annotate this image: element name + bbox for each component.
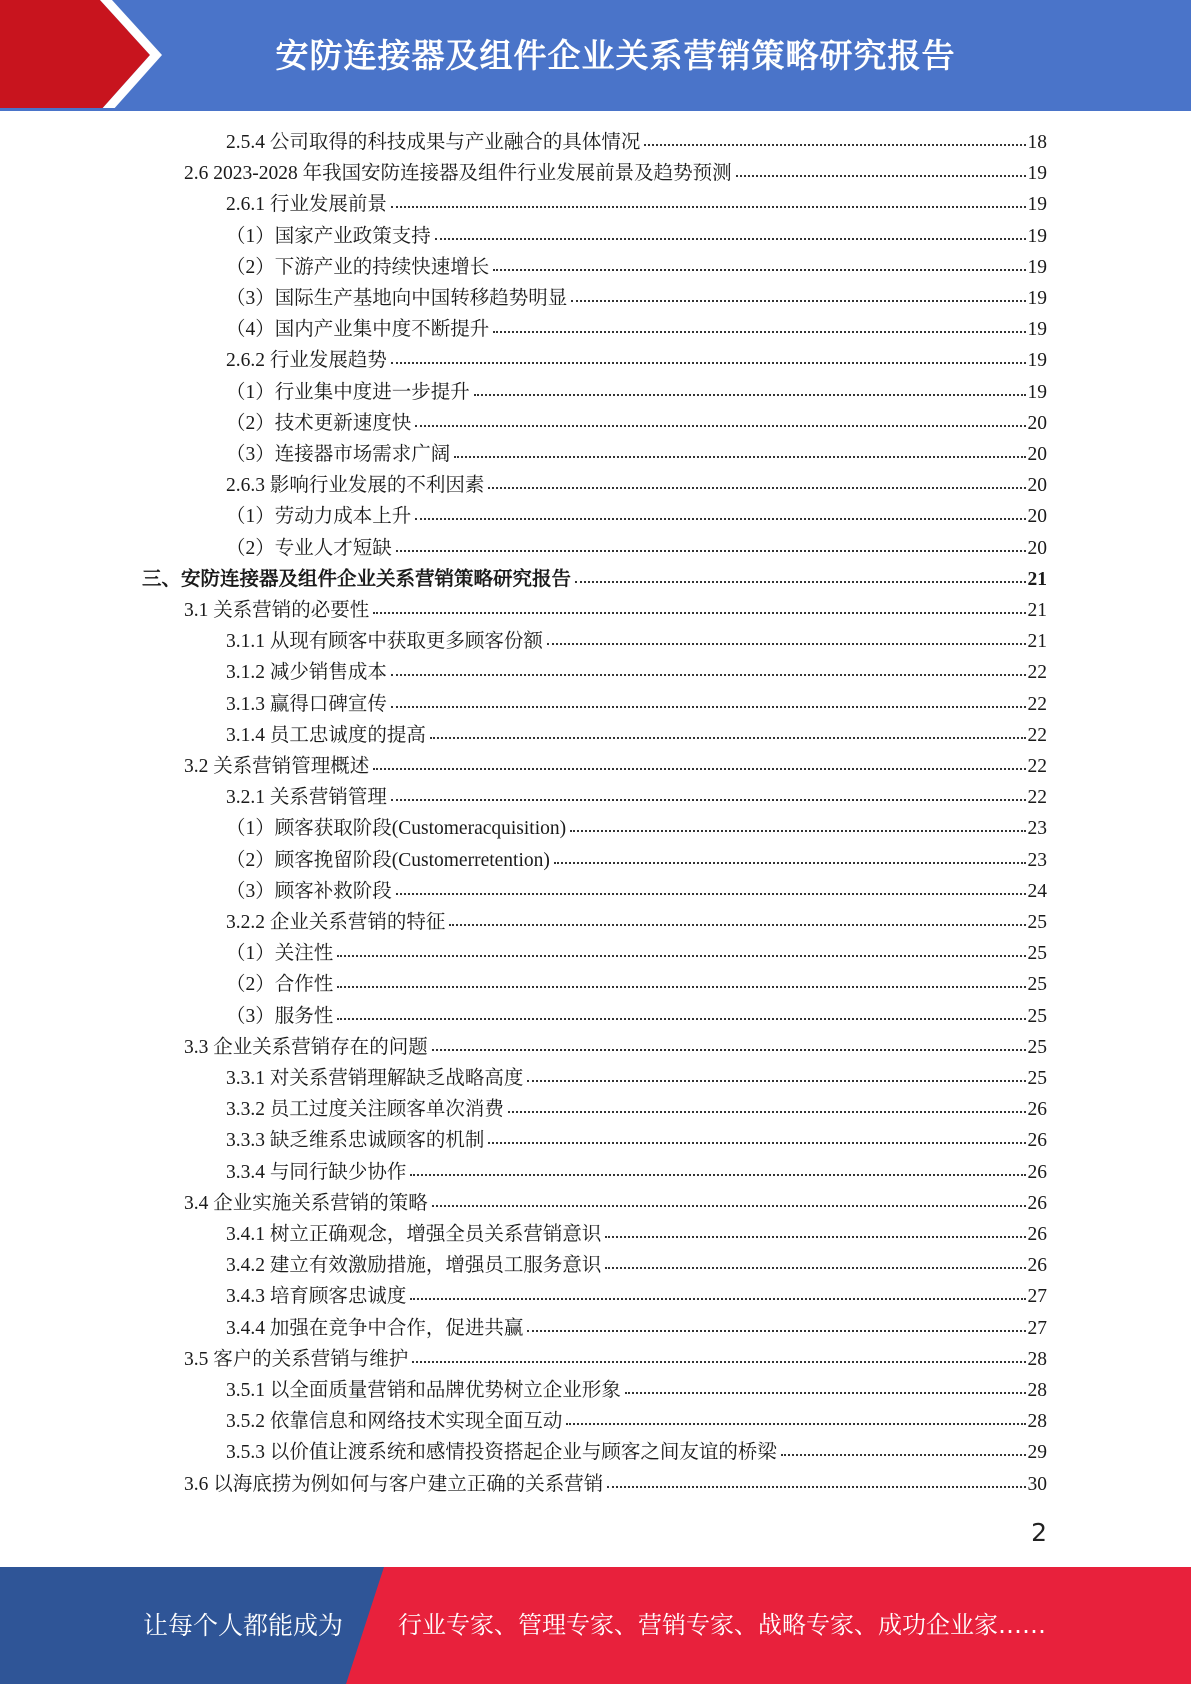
toc-entry-page: 27	[1027, 1317, 1047, 1339]
toc-entry[interactable]	[226, 876, 1047, 907]
toc-dot-leader	[391, 780, 1026, 801]
toc-entry[interactable]	[226, 1281, 1047, 1312]
toc-entry[interactable]	[226, 377, 1047, 408]
toc-entry[interactable]	[184, 595, 1047, 626]
toc-dot-leader	[435, 219, 1026, 240]
toc-entry-page: 19	[1027, 350, 1047, 372]
toc-entry-page: 19	[1027, 256, 1047, 278]
toc-entry-page: 26	[1027, 1099, 1047, 1121]
toc-entry[interactable]	[226, 1375, 1047, 1406]
toc-entry-page: 19	[1027, 381, 1047, 403]
page-footer	[0, 1567, 1191, 1684]
toc-entry-page: 27	[1027, 1286, 1047, 1308]
toc-entry-page: 22	[1027, 756, 1047, 777]
toc-dot-leader	[575, 562, 1025, 583]
toc-entry-page: 20	[1027, 537, 1047, 559]
toc-entry[interactable]	[226, 626, 1047, 657]
toc-entry[interactable]	[226, 470, 1047, 501]
toc-entry-title: 3.1.1 从现有顾客中获取更多顾客份额	[226, 631, 543, 653]
toc-entry[interactable]	[226, 501, 1047, 532]
toc-entry-page: 23	[1027, 818, 1047, 840]
toc-entry-title: （2）专业人才短缺	[226, 537, 392, 559]
toc-entry[interactable]	[226, 345, 1047, 376]
toc-entry-page: 25	[1027, 1068, 1047, 1089]
toc-entry-page: 20	[1027, 444, 1047, 465]
toc-entry-title: （1）行业集中度进一步提升	[226, 381, 470, 403]
toc-entry-page: 25	[1027, 1005, 1047, 1027]
toc-entry-page: 25	[1027, 943, 1047, 965]
toc-dot-leader	[454, 437, 1025, 458]
toc-entry-title: 三、安防连接器及组件企业关系营销策略研究报告	[142, 568, 572, 590]
toc-entry-title: （1）关注性	[226, 943, 334, 965]
toc-entry[interactable]	[226, 657, 1047, 688]
toc-dot-leader	[607, 1467, 1025, 1488]
toc-entry[interactable]	[226, 1313, 1047, 1344]
toc-entry-title: 3.1.4 员工忠诚度的提高	[226, 724, 426, 746]
toc-entry-page: 21	[1027, 631, 1047, 653]
toc-entry-title: 3.4.4 加强在竞争中合作，促进共赢	[226, 1317, 524, 1339]
toc-entry-title: （1）劳动力成本上升	[226, 506, 412, 528]
toc-entry-title: 3.2.2 企业关系营销的特征	[226, 912, 446, 933]
toc-dot-leader	[432, 1186, 1026, 1207]
toc-entry-page: 18	[1027, 132, 1047, 153]
toc-entry[interactable]	[184, 751, 1047, 782]
footer-slogan-left: 让每个人都能成为	[143, 1611, 344, 1640]
toc-entry-title: （3）国际生产基地向中国转移趋势明显	[226, 288, 568, 309]
toc-entry-page: 28	[1027, 1411, 1047, 1433]
toc-entry-page: 19	[1027, 163, 1047, 185]
toc-entry-title: （1）国家产业政策支持	[226, 225, 431, 247]
toc-entry-title: 3.3 企业关系营销存在的问题	[184, 1036, 428, 1058]
toc-entry[interactable]	[226, 408, 1047, 439]
toc-entry[interactable]	[226, 1157, 1047, 1188]
toc-entry[interactable]	[184, 1032, 1047, 1063]
toc-entry-title: （2）技术更新速度快	[226, 412, 412, 434]
toc-entry-title: 3.2.1 关系营销管理	[226, 787, 387, 809]
toc-dot-leader	[493, 312, 1025, 333]
toc-entry-title: 2.6.3 影响行业发展的不利因素	[226, 475, 485, 497]
toc-entry-page: 28	[1027, 1380, 1047, 1401]
toc-entry-title: 3.4.2 建立有效激励措施，增强员工服务意识	[226, 1255, 602, 1277]
toc-entry-page: 20	[1027, 412, 1047, 434]
toc-entry-page: 20	[1027, 475, 1047, 497]
toc-entry[interactable]	[226, 252, 1047, 283]
toc-entry-page: 22	[1027, 724, 1047, 746]
toc-entry-page: 20	[1027, 506, 1047, 528]
toc-dot-leader	[605, 1217, 1025, 1238]
toc-entry-page: 26	[1027, 1192, 1047, 1214]
toc-entry-title: 3.5.1 以全面质量营销和品牌优势树立企业形象	[226, 1380, 621, 1401]
toc-entry-title: （2）下游产业的持续快速增长	[226, 256, 490, 278]
toc-dot-leader	[736, 156, 1026, 177]
toc-entry[interactable]	[226, 689, 1047, 720]
toc-entry-title: 3.3.2 员工过度关注顾客单次消费	[226, 1099, 504, 1121]
toc-dot-leader	[391, 687, 1026, 708]
toc-entry-title: 2.6.2 行业发展趋势	[226, 350, 387, 372]
toc-dot-leader	[449, 905, 1025, 926]
footer-slogan-right: 行业专家、管理专家、营销专家、战略专家、成功企业家……	[398, 1611, 1046, 1639]
toc-dot-leader	[430, 718, 1026, 739]
toc-entry[interactable]	[226, 1125, 1047, 1156]
toc-entry-page: 19	[1027, 225, 1047, 247]
toc-entry-page: 25	[1027, 1036, 1047, 1058]
toc-dot-leader	[566, 1404, 1025, 1425]
toc-entry-title: 3.1.2 减少销售成本	[226, 662, 387, 684]
toc-entry[interactable]	[226, 1094, 1047, 1125]
toc-entry-title: （3）连接器市场需求广阔	[226, 444, 451, 465]
toc-entry[interactable]	[226, 314, 1047, 345]
toc-entry[interactable]	[226, 1219, 1047, 1250]
toc-entry-page: 29	[1027, 1442, 1047, 1464]
toc-dot-leader	[396, 874, 1026, 895]
toc-entry[interactable]	[184, 158, 1047, 189]
toc-dot-leader	[337, 967, 1025, 988]
toc-entry-page: 30	[1027, 1473, 1047, 1495]
toc-entry[interactable]	[226, 813, 1047, 844]
toc-dot-leader	[527, 1061, 1025, 1082]
toc-dot-leader	[570, 811, 1025, 832]
toc-entry-page: 22	[1027, 787, 1047, 809]
toc-dot-leader	[488, 468, 1025, 489]
toc-entry[interactable]	[226, 533, 1047, 564]
toc-dot-leader	[410, 1155, 1025, 1176]
toc-dot-leader	[605, 1248, 1025, 1269]
toc-dot-leader	[391, 655, 1026, 676]
toc-dot-leader	[373, 593, 1025, 614]
toc-entry[interactable]	[226, 1437, 1047, 1468]
toc-entry-title: 3.1.3 赢得口碑宣传	[226, 693, 387, 715]
toc-entry[interactable]	[226, 221, 1047, 252]
toc-dot-leader	[412, 1342, 1025, 1363]
toc-dot-leader	[396, 531, 1026, 552]
toc-entry-title: 3.4.1 树立正确观念，增强全员关系营销意识	[226, 1224, 602, 1245]
toc-entry-title: （3）服务性	[226, 1005, 334, 1027]
toc-entry[interactable]	[226, 782, 1047, 813]
toc-entry-title: 3.5 客户的关系营销与维护	[184, 1348, 409, 1370]
toc-entry-page: 19	[1027, 194, 1047, 216]
toc-entry-page: 24	[1027, 880, 1047, 902]
toc-dot-leader	[554, 843, 1026, 864]
toc-dot-leader	[410, 1279, 1025, 1300]
toc-entry-title: 3.2 关系营销管理概述	[184, 756, 370, 777]
toc-entry[interactable]	[184, 1469, 1047, 1500]
toc-entry-title: （2）顾客挽留阶段(Customerretention)	[226, 849, 550, 871]
toc-entry-page: 21	[1027, 600, 1047, 621]
toc-entry-title: 3.3.1 对关系营销理解缺乏战略高度	[226, 1068, 524, 1089]
page-number: 2	[1031, 1518, 1047, 1547]
toc-entry-title: 3.4.3 培育顾客忠诚度	[226, 1286, 407, 1308]
toc-entry-title: 3.3.3 缺乏维系忠诚顾客的机制	[226, 1130, 485, 1152]
toc-entry-title: 2.5.4 公司取得的科技成果与产业融合的具体情况	[226, 132, 641, 153]
toc-entry-page: 28	[1027, 1348, 1047, 1370]
toc-entry-title: 3.4 企业实施关系营销的策略	[184, 1192, 428, 1214]
toc-entry[interactable]	[226, 127, 1047, 158]
toc-entry[interactable]	[226, 1001, 1047, 1032]
toc-dot-leader	[781, 1435, 1026, 1456]
toc-entry[interactable]	[226, 1250, 1047, 1281]
toc-entry-page: 26	[1027, 1255, 1047, 1277]
toc-dot-leader	[373, 749, 1025, 770]
toc-dot-leader	[547, 624, 1026, 645]
toc-entry-title: 3.6 以海底捞为例如何与客户建立正确的关系营销	[184, 1473, 604, 1495]
toc-entry-title: 3.5.2 依靠信息和网络技术实现全面互动	[226, 1411, 563, 1433]
toc-entry-page: 25	[1027, 912, 1047, 933]
toc-dot-leader	[391, 343, 1026, 364]
report-title: 安防连接器及组件企业关系营销策略研究报告	[275, 35, 956, 75]
toc-entry-title: 3.3.4 与同行缺少协作	[226, 1161, 407, 1183]
toc-entry-title: 3.1 关系营销的必要性	[184, 600, 370, 621]
toc-entry-title: 3.5.3 以价值让渡系统和感情投资搭起企业与顾客之间友谊的桥梁	[226, 1442, 777, 1464]
toc-entry-title: （1）顾客获取阶段(Customeracquisition)	[226, 818, 567, 840]
toc-entry-title: （3）顾客补救阶段	[226, 880, 392, 902]
toc-dot-leader	[474, 375, 1026, 396]
toc-entry[interactable]	[226, 1063, 1047, 1094]
toc-entry-title: 2.6 2023-2028 年我国安防连接器及组件行业发展前景及趋势预测	[184, 163, 732, 185]
toc-entry-page: 21	[1027, 568, 1047, 590]
toc-dot-leader	[337, 936, 1025, 957]
toc-entry-page: 19	[1027, 288, 1047, 309]
toc-entry[interactable]	[184, 1344, 1047, 1375]
toc-dot-leader	[644, 125, 1025, 146]
toc-entry-page: 26	[1027, 1161, 1047, 1183]
toc-entry-page: 26	[1027, 1130, 1047, 1152]
toc-entry[interactable]	[226, 1406, 1047, 1437]
toc-dot-leader	[391, 187, 1026, 208]
toc-entry[interactable]	[184, 1188, 1047, 1219]
toc-dot-leader	[571, 281, 1025, 302]
toc-entry[interactable]	[226, 283, 1047, 314]
toc-dot-leader	[488, 1123, 1025, 1144]
toc-entry-title: 2.6.1 行业发展前景	[226, 194, 387, 216]
toc-entry-page: 22	[1027, 693, 1047, 715]
toc-entry-page: 26	[1027, 1224, 1047, 1245]
toc-dot-leader	[415, 406, 1025, 427]
toc-dot-leader	[337, 999, 1025, 1020]
toc-entry[interactable]	[226, 938, 1047, 969]
toc-entry[interactable]	[142, 564, 1047, 595]
toc-dot-leader	[493, 250, 1025, 271]
toc-entry[interactable]	[226, 969, 1047, 1000]
toc-entry-page: 23	[1027, 849, 1047, 871]
toc-entry[interactable]	[226, 907, 1047, 938]
toc-entry-title: （2）合作性	[226, 974, 334, 996]
toc-dot-leader	[415, 499, 1025, 520]
toc-entry-page: 22	[1027, 662, 1047, 684]
toc-entry[interactable]	[226, 720, 1047, 751]
toc-entry-page: 19	[1027, 319, 1047, 341]
toc-entry[interactable]	[226, 189, 1047, 220]
toc-dot-leader	[508, 1092, 1026, 1113]
toc-dot-leader	[432, 1030, 1026, 1051]
toc-entry[interactable]	[226, 439, 1047, 470]
page-header	[0, 0, 1191, 111]
toc-dot-leader	[527, 1311, 1025, 1332]
toc-entry[interactable]	[226, 845, 1047, 876]
toc-entry-title: （4）国内产业集中度不断提升	[226, 319, 490, 341]
toc-entry-page: 25	[1027, 974, 1047, 996]
toc-dot-leader	[625, 1373, 1026, 1394]
